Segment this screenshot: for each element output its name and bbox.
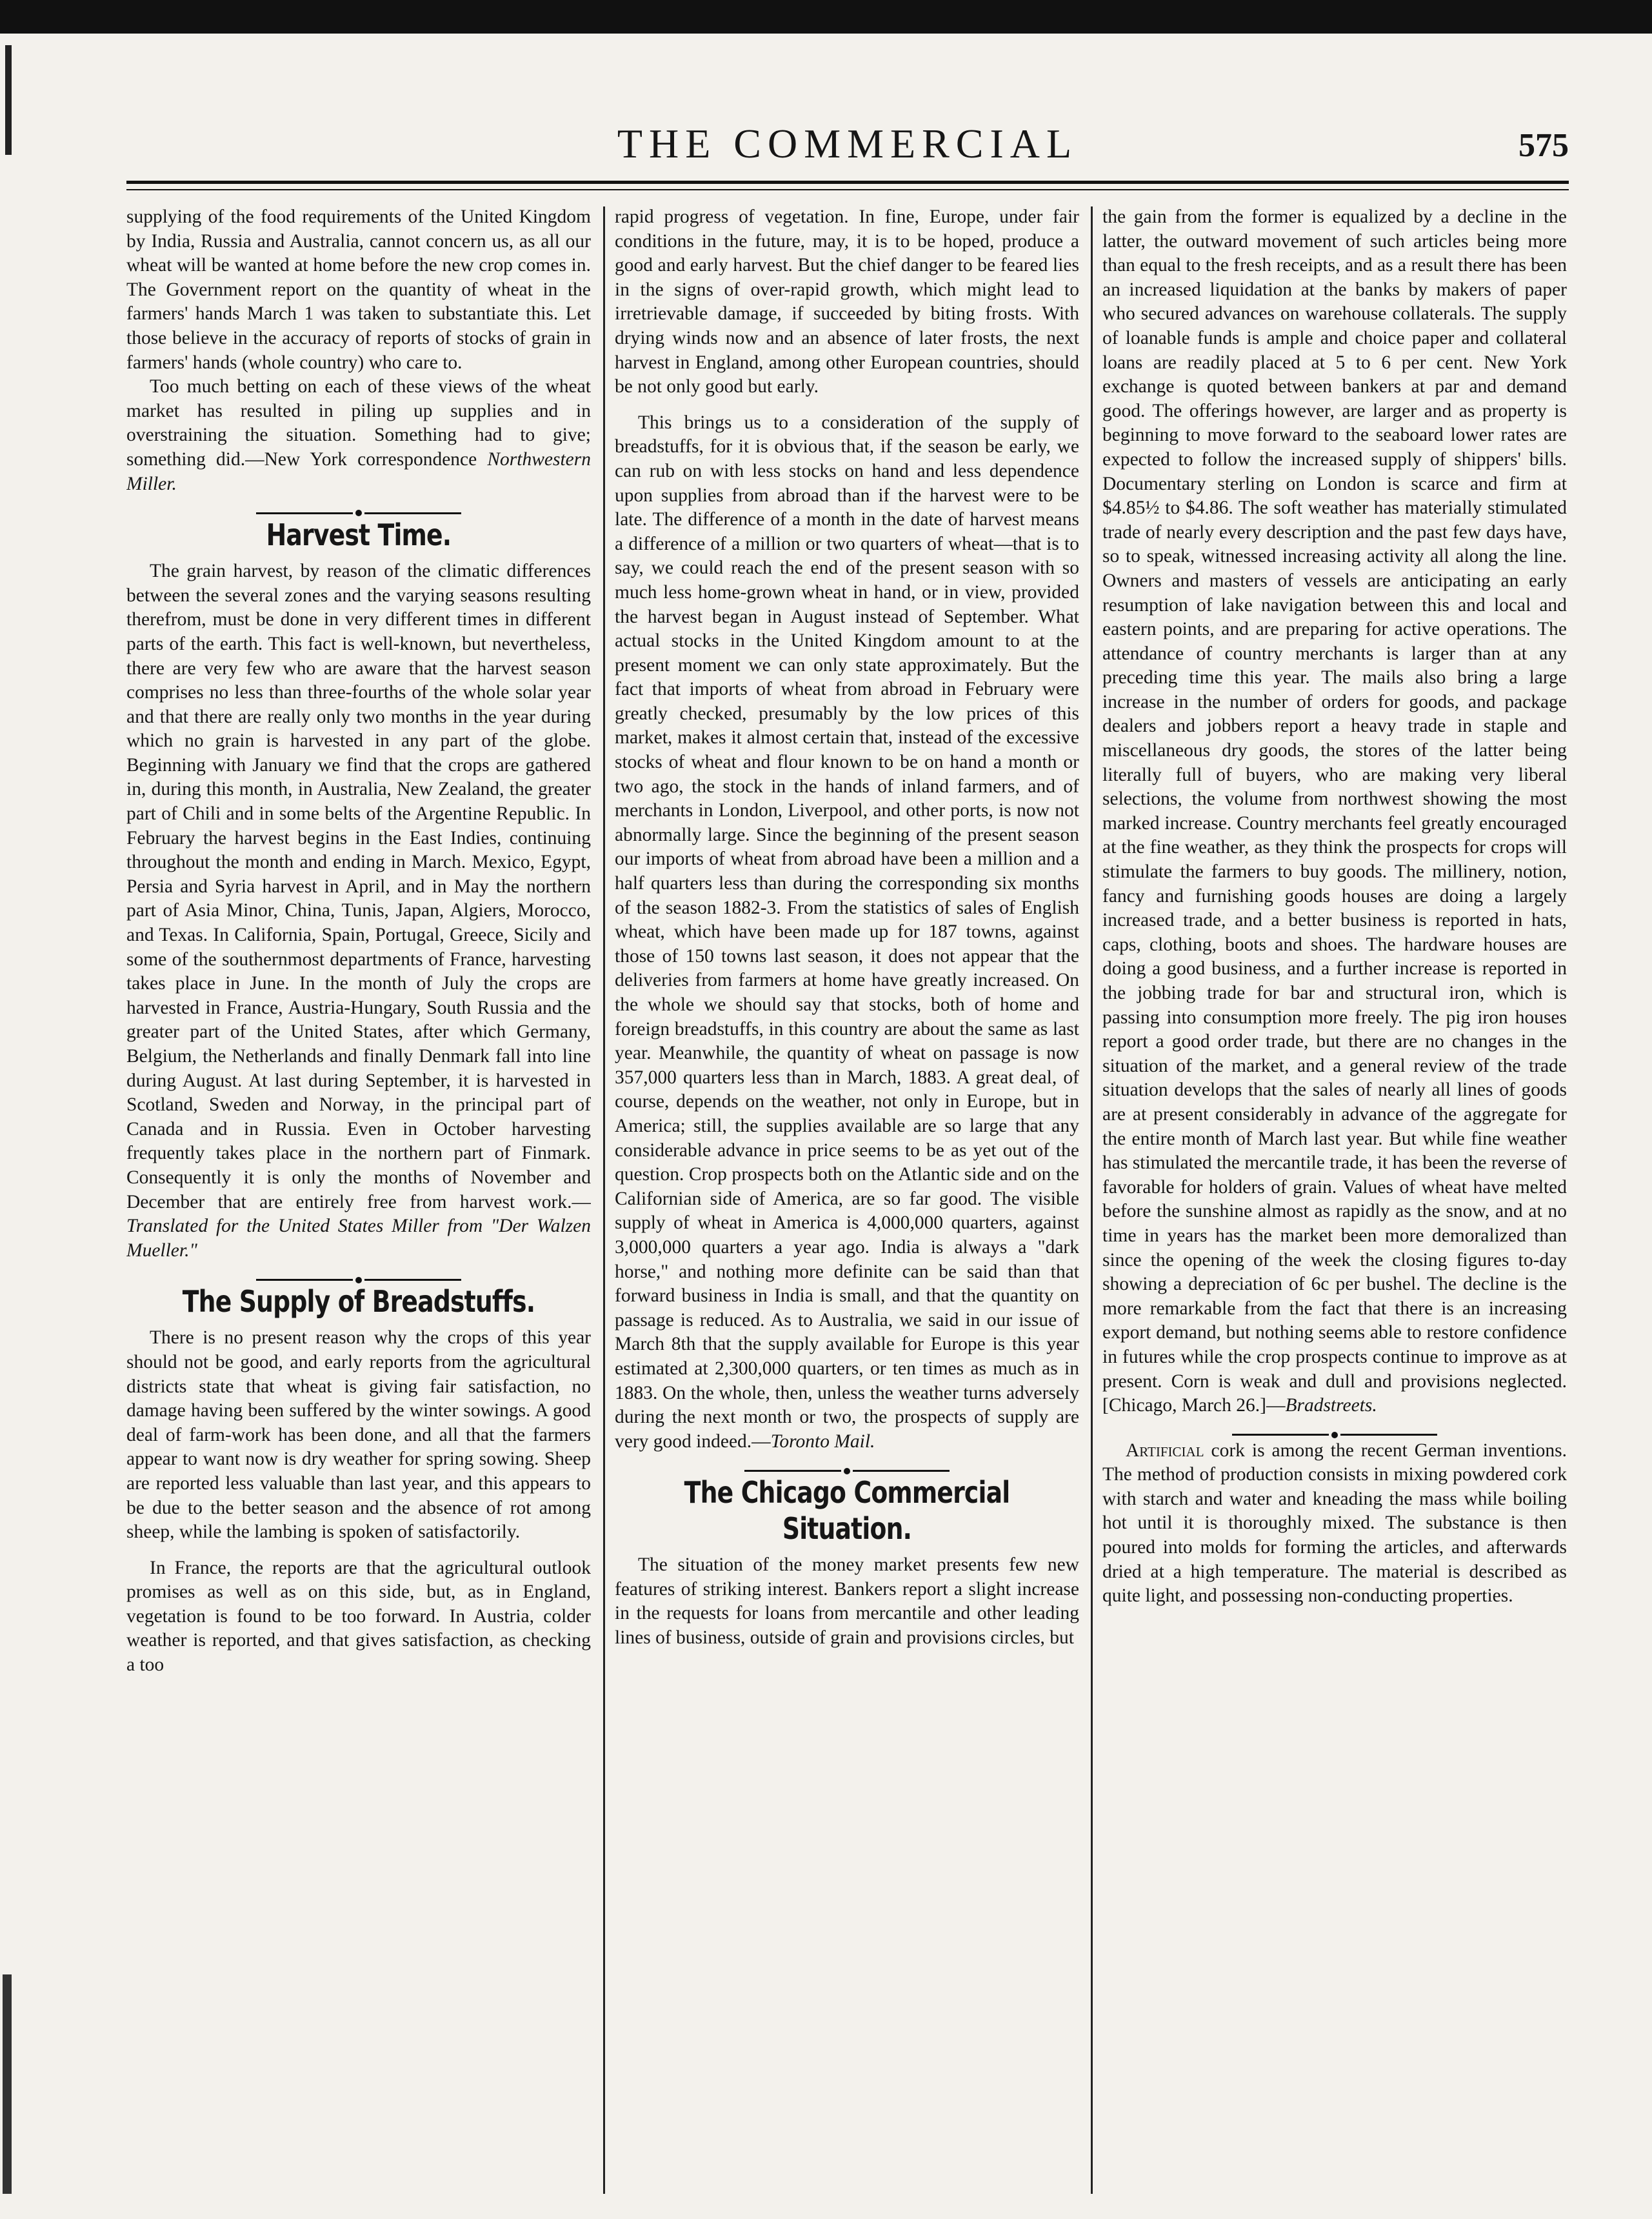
- source-credit: Toronto Mail.: [770, 1431, 875, 1452]
- page-header: [126, 103, 1569, 174]
- section-divider: [126, 500, 591, 510]
- article-heading: Harvest Time.: [266, 517, 452, 553]
- paragraph: Too much betting on each of these views of the wheat market has resulted in piling up supplies and in overstraining the situation. Something had to give; something did.—New York correspondence Northwestern Miller.: [126, 376, 591, 494]
- column-separator: [1091, 206, 1093, 2194]
- paragraph: the gain from the former is equalized by a decline in the latter, the outward movement of such articles being more than equal to the fresh receipts, and as a result there has been an increased liquidation at the banks by makers of paper who secured advances on warehouse collaterals. The supply of loanable funds is ample and choice paper and collateral loans are readily placed at 5 to 6 per cent. New York exchange is quoted between bankers at par and demand good. The offerings however, are larger and as property is beginning to move forward to the seaboard lower rates are expected to follow the increased supply of shippers' bills. Documentary sterling on London is scarce and firm at $4.85½ to $4.86. The soft weather has materially stimulated trade of nearly every description and the past few days have, so to speak, witnessed increasing activity all along the line. Owners and masters of vessels are anticipating an early resumption of lake navigation between this and local and eastern points, and are preparing for active operations. The attendance of country merchants is larger than at any preceding time this year. The mails also bring a large increase in the number of orders for goods, and package dealers and jobbers report a heavy trade in staple and miscellaneous dry goods, the stores of the latter being literally full of buyers, who are making very liberal selections, the volume from northwest showing the most marked increase. Country merchants feel greatly encouraged at the fine weather, as they think the prospects for crops will stimulate the farmers to buy goods. The millinery, notion, fancy and furnishing goods houses are doing a largely increased trade, and a better business is reported in hats, caps, clothing, boots and shoes. The hardware houses are doing a good business, and a further increase is reported in the jobbing trade for bar and structural iron, which is passing into consumption more freely. The pig iron houses report a good order trade, but there are no changes in the situation of the market, and a general review of the trade situation develops that the sales of nearly all lines of goods are at present considerably in advance of the aggregate for the entire month of March last year. But while fine weather has stimulated the mercantile trade, it has been the reverse of favorable for holders of grain. Values of wheat have melted before the sunshine almost as rapidly as the snow, and at no time in years has the market been more demoralized than since the opening of the week the closing figures to-day showing a depreciation of 6c per bushel. The decline is the more remarkable from the fact that there is an increasing export demand, but nothing seems able to restore confidence in futures while the crop prospects continue to improve as at present. Corn is weak and dull and provisions neglected. [Chicago, March 26.]—Bradstreets.: [1102, 206, 1567, 1416]
- paragraph: rapid progress of vegetation. In fine, Europe, under fair conditions in the future, may, it is to be hoped, produce a good and early harvest. But the chief danger to be feared lies in the signs of over-rapid growth, which might lead to irretrievable damage, if succeeded by biting frosts. With drying winds now and an absence of later frosts, the next harvest in England, among other European countries, should be not only good but early.: [615, 206, 1079, 397]
- scan-edge-mark: [5, 45, 12, 155]
- column-2: [615, 205, 1079, 2205]
- source-credit: Translated for the United States Miller from "Der Walzen Mueller.": [126, 1216, 591, 1261]
- source-credit: Bradstreets.: [1285, 1395, 1377, 1416]
- page-number: 575: [1518, 127, 1569, 164]
- scan-edge-mark-bottom: [3, 1974, 12, 2194]
- scan-top-border: [0, 0, 1652, 34]
- header-rule-thick: [126, 181, 1569, 184]
- column-separator: [603, 206, 605, 2194]
- paragraph: In France, the reports are that the agricultural outlook promises as well as on this side, but, as in England, vegetation is found to be too forward. In Austria, colder weather is reported, and that gives satisfaction, as checking a too: [126, 1557, 591, 1676]
- lead-word: Artificial: [1126, 1440, 1204, 1461]
- source-credit: Northwestern Miller.: [126, 448, 591, 494]
- column-1: [126, 205, 591, 2205]
- section-divider: [615, 1458, 1079, 1468]
- section-divider: [126, 1267, 591, 1277]
- paragraph: Artificial cork is among the recent German inventions. The method of production consists in mixing powdered cork with starch and water and kneading the mass while boiling hot until it is thoroughly mixed. The substance is then poured into molds for forming the articles, and afterwards dried at a high temperature. The material is described as quite light, and possessing non-conducting properties.: [1102, 1440, 1567, 1607]
- article-heading: The Chicago Commercial Situation.: [684, 1475, 1010, 1547]
- page-title: THE COMMERCIAL: [617, 121, 1079, 166]
- paragraph: The grain harvest, by reason of the climatic differences between the several zones and the varying seasons resulting therefrom, must be done in very different times in different parts of the earth. This fact is well-known, but nevertheless, there are very few who are aware that the harvest season comprises no less than three-fourths of the whole solar year and that there are really only two months in the year during which no grain is harvested in any part of the globe. Beginning with January we find that the crops are gathered in, during this month, in Australia, New Zealand, the greater part of Chili and in some belts of the Argentine Republic. In February the harvest begins in the East Indies, continuing throughout the month and ending in March. Mexico, Egypt, Persia and Syria harvest in April, and in May the northern part of Asia Minor, China, Tunis, Japan, Algiers, Morocco, and Texas. In California, Spain, Portugal, Greece, Sicily and some of the southernmost departments of France, harvesting takes place in June. In the month of July the crops are harvested in France, Austria-Hungary, South Russia and the greater part of the United States, after which Germany, Belgium, the Netherlands and finally Denmark fall into line during August. At last during September, it is harvested in Scotland, Sweden and Norway, in the principal part of Canada and in Russia. Even in October harvesting frequently takes place in the northern part of Finmark. Consequently it is only the months of November and December that are entirely free from harvest work.—Translated for the United States Miller from "Der Walzen Mueller.": [126, 561, 591, 1261]
- section-divider: [1102, 1422, 1567, 1432]
- column-3: [1102, 205, 1567, 2205]
- paragraph: There is no present reason why the crops of this year should not be good, and early reports from the agricultural districts state that wheat is giving fair satisfaction, no damage having been suffered by the winter sowings. A good deal of farm-work has been done, and all that the farmers appear to want now is dry weather for spring sowing. Sheep are reported less valuable than last year, and this appears to be due to the better season and the absence of rot among sheep, while the lambing is spoken of satisfactorily.: [126, 1327, 591, 1543]
- header-rule-thin: [126, 189, 1569, 190]
- paragraph: This brings us to a consideration of the supply of breadstuffs, for it is obvious that, if the season be early, we can rub on with less stocks on hand and less dependence upon supplies from abroad than if the harvest were to be late. The difference of a month in the date of harvest means a difference of a million or two quarters of wheat—that is to say, we could reach the end of the present season with so much less home-grown wheat in hand, or in view, provided the harvest began in August instead of September. What actual stocks in the United Kingdom amount to at the present moment we can only state approximately. But the fact that imports of wheat from abroad in February were greatly checked, presumably by the low prices of this market, makes it almost certain that, instead of the excessive stocks of wheat and flour known to be on hand a month or two ago, the stock in the hands of inland farmers, and of merchants in London, Liverpool, and other ports, is now not abnormally large. Since the beginning of the present season our imports of wheat from abroad have been a million and a half quarters less than during the corresponding six months of the season 1882-3. From the statistics of sales of English wheat, which have been made up for 187 towns, against those of 150 towns last season, it does not appear that the deliveries from farmers at home have greatly increased. On the whole we should say that stocks, both of home and foreign breadstuffs, in this country are about the same as last year. Meanwhile, the quantity of wheat on passage is now 357,000 quarters less than in March, 1883. A great deal, of course, depends on the weather, not only in Europe, but in America; still, the supplies available are so large that any considerable advance in price seems to be as yet out of the question. Crop prospects both on the Atlantic side and on the Californian side of America, are so far good. The visible supply of wheat in America is 4,000,000 quarters, against 3,000,000 quarters a year ago. India is always a "dark horse," and nothing more definite can be said than that forward business in India is small, and that the quantity on passage is reduced. As to Australia, we said in our issue of March 8th that the supply available for Europe is this year estimated at 2,300,000 quarters, or ten times as much as in 1883. On the whole, then, unless the weather turns adversely during the next month or two, the prospects of supply are very good indeed.—Toronto Mail.: [615, 412, 1079, 1452]
- paragraph: supplying of the food requirements of the United Kingdom by India, Russia and Australia, cannot concern us, as all our wheat will be wanted at home before the new crop comes in. The Government report on the quantity of wheat in the farmers' hands March 1 was taken to substantiate this. Let those believe in the accuracy of reports of stocks of grain in farmers' hands (whole country) who care to.: [126, 206, 591, 373]
- paragraph: The situation of the money market presents few new features of striking interest. Bankers report a slight increase in the requests for loans from mercantile and other leading lines of business, outside of grain and provisions circles, but: [615, 1554, 1079, 1649]
- article-heading: The Supply of Breadstuffs.: [182, 1284, 535, 1320]
